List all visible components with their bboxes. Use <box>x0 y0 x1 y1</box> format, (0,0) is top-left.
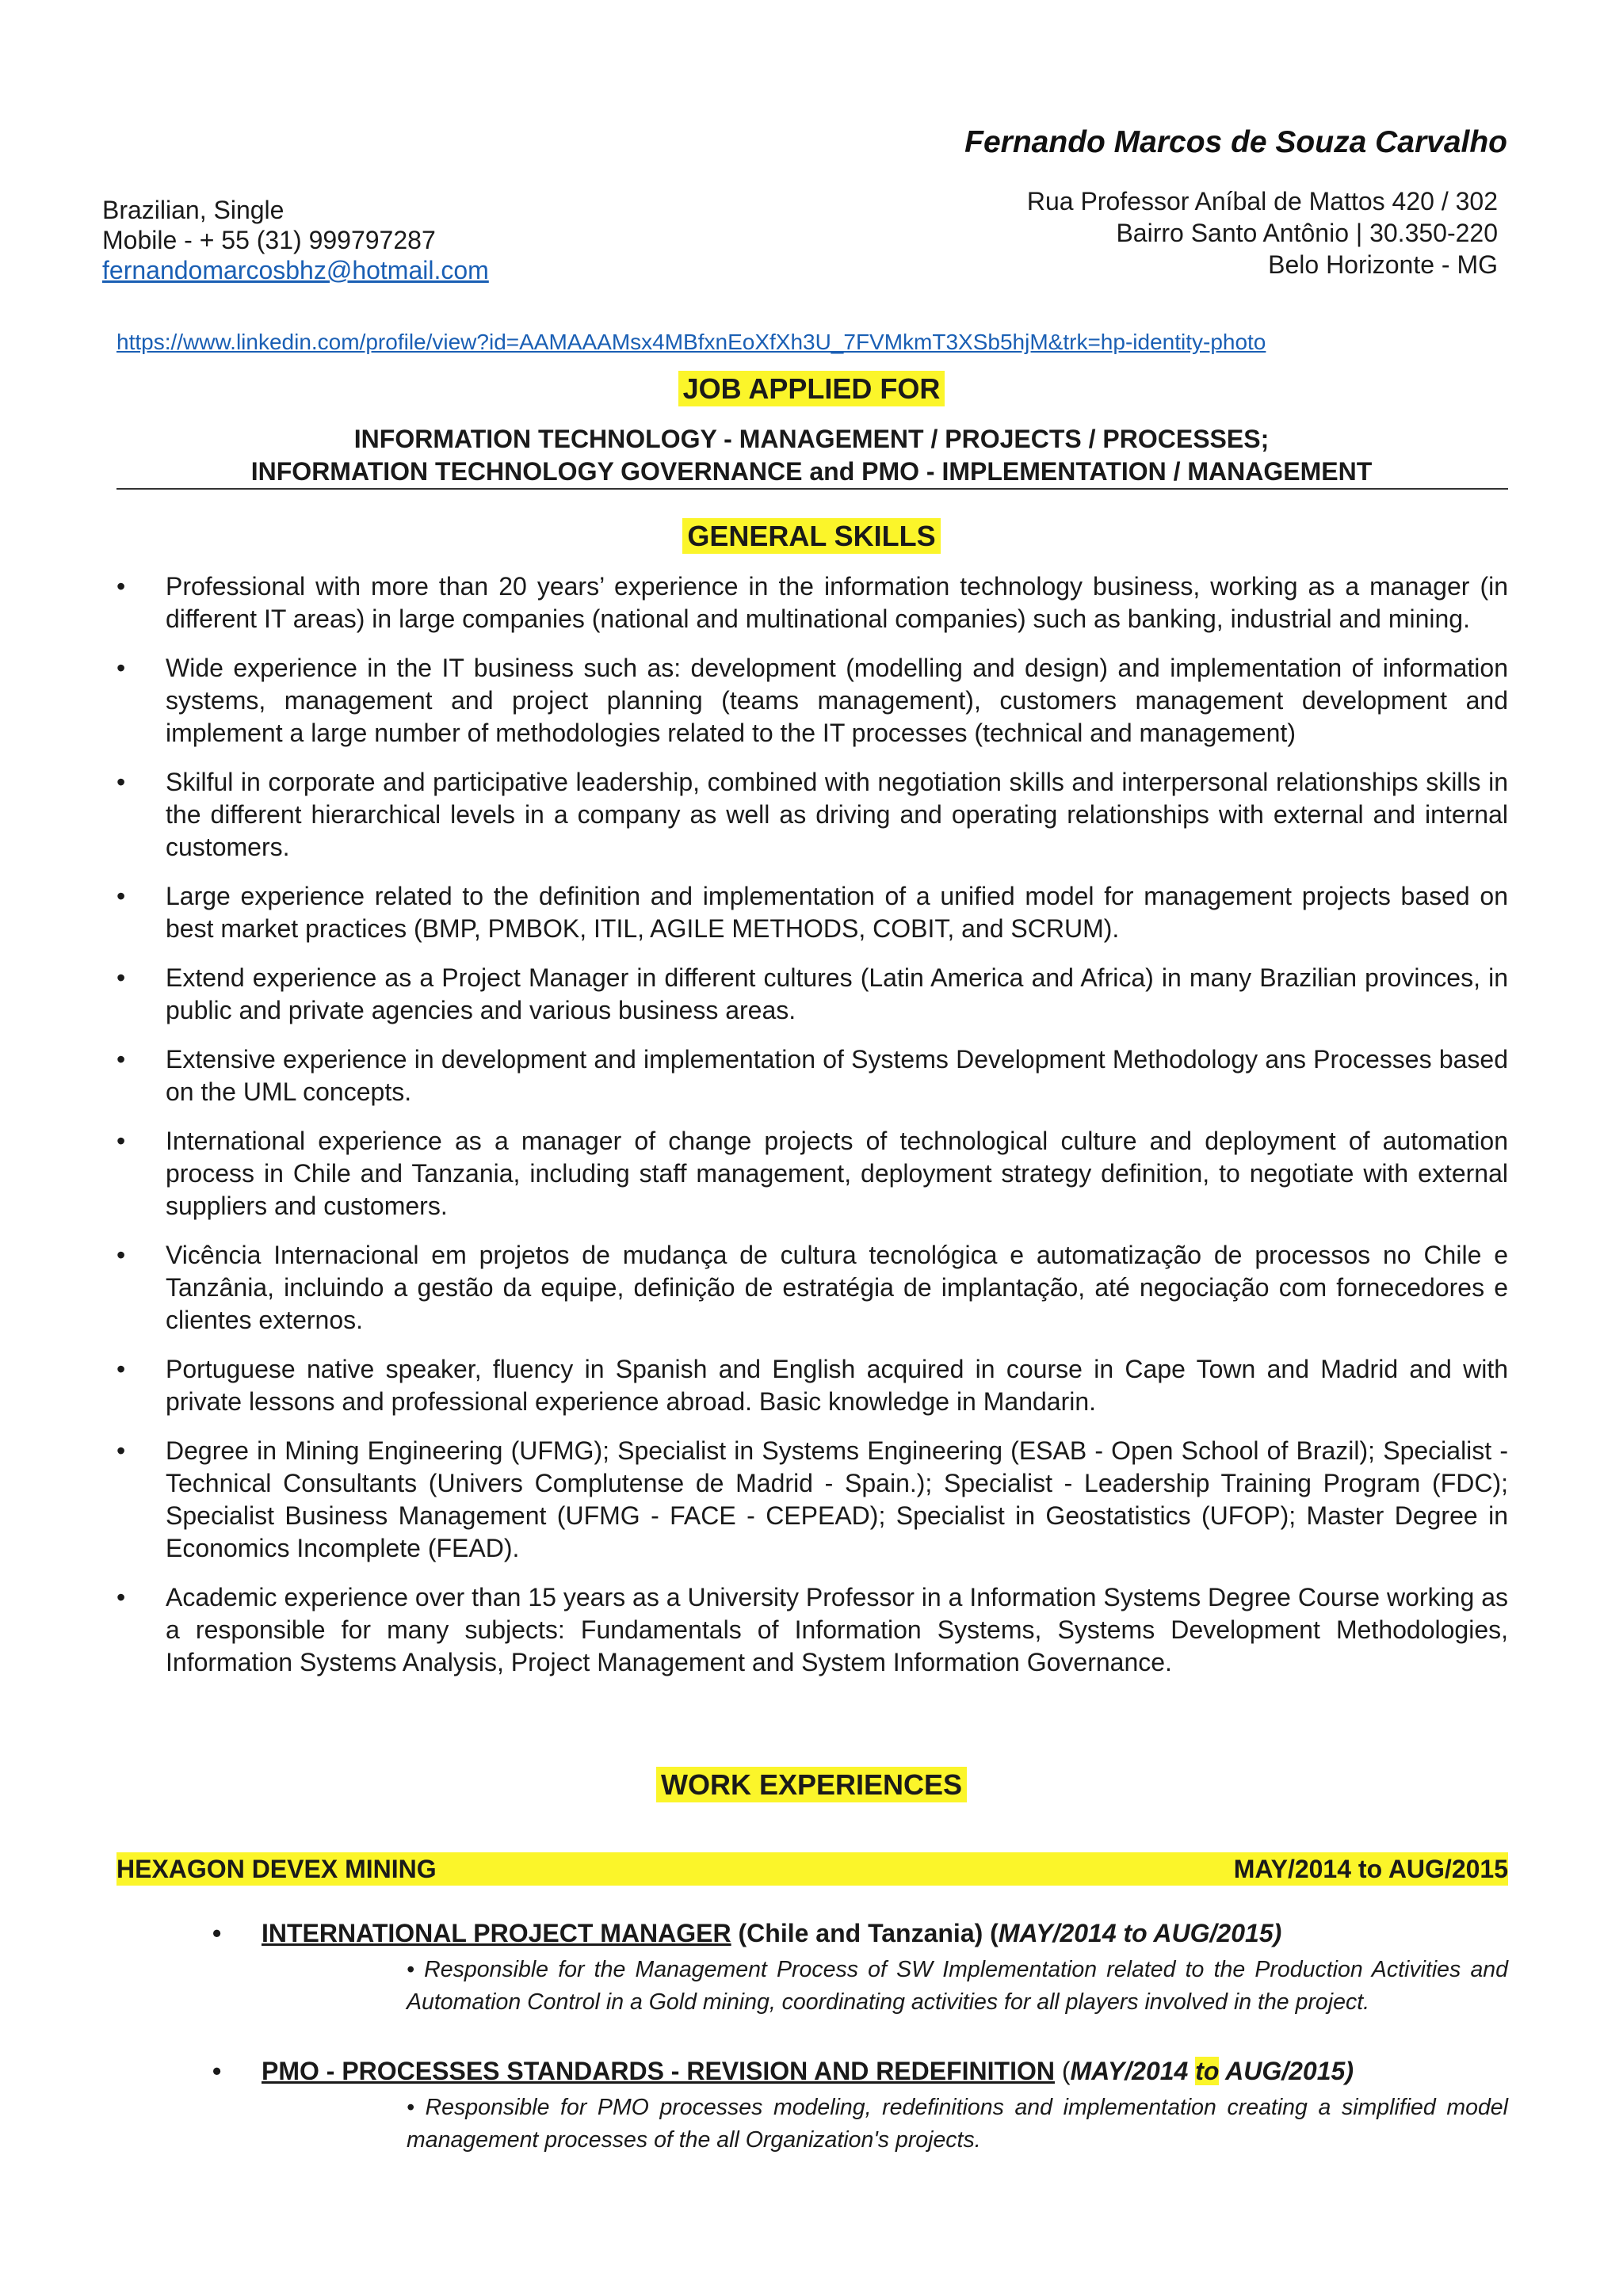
job-applied-line-2: INFORMATION TECHNOLOGY GOVERNANCE and PMO - IMPLEMENTATION / MANAGEMENT <box>250 457 1373 486</box>
work-experiences-title: WORK EXPERIENCES <box>656 1767 967 1802</box>
general-skills-title: GENERAL SKILLS <box>682 518 940 554</box>
skill-item: • Academic experience over than 15 years as a University Professor in a Information Systems Degree Course working as a responsible for many subjects: Fundamentals of Information Systems, Systems Development Methodologies, Information Systems Analysis, Project Management and System Information Governance. <box>116 1581 1508 1679</box>
role-2-period-end: AUG/2015) <box>1219 2057 1354 2085</box>
candidate-name: Fernando Marcos de Souza Carvalho <box>964 125 1507 159</box>
skill-item: • Degree in Mining Engineering (UFMG); Specialist in Systems Engineering (ESAB - Open School of Brazil); Specialist - Technical Consultants (Univers Complutense de Madrid - Spain.); Specialist - Leadership Training Program (FDC); Specialist Business Management (UFMG - FACE - CEPEAD); Specialist in Geostatistics (UFOP); Master Degree in Economics Incomplete (FEAD). <box>116 1435 1508 1565</box>
skill-item: • Large experience related to the definition and implementation of a unified model for management projects based on best market practices (BMP, PMBOK, ITIL, AGILE METHODS, COBIT, and SCRUM). <box>116 880 1508 945</box>
bullet-icon: • <box>212 1919 222 1947</box>
role-1-title: INTERNATIONAL PROJECT MANAGER <box>262 1919 731 1947</box>
skill-item: • Professional with more than 20 years’ experience in the information technology business, working as a manager (in different IT areas) in large companies (national and multinational companies) such as banking, industrial and mining. <box>116 570 1508 635</box>
contact-left <box>102 195 489 285</box>
mobile-number: Mobile - + 55 (31) 999797287 <box>102 226 436 254</box>
skill-item: • Extend experience as a Project Manager in different cultures (Latin America and Africa) in many Brazilian provinces, in public and private agencies and various business areas. <box>116 962 1508 1027</box>
bullet-icon: • <box>212 2057 222 2085</box>
job-applied-lines <box>0 423 1623 488</box>
email-link[interactable]: fernandomarcosbhz@hotmail.com <box>102 256 489 284</box>
company-period: MAY/2014 to AUG/2015 <box>1233 1855 1508 1883</box>
skill-item: • Skilful in corporate and participative leadership, combined with negotiation skills and interpersonal relationships skills in the different hierarchical levels in a company as well as driving and operating relationships with external and internal customers. <box>116 766 1508 864</box>
personal-info: Brazilian, Single <box>102 196 285 224</box>
skills-list <box>116 570 1508 1695</box>
skill-item: • Portuguese native speaker, fluency in Spanish and English acquired in course in Cape Town and Madrid and with private lessons and professional experience abroad. Basic knowledge in Mandarin. <box>116 1353 1508 1418</box>
skill-item: • Wide experience in the IT business such as: development (modelling and design) and implementation of information systems, management and project planning (teams management), customers management development and implement a large number of methodologies related to the IT processes (technical and management) <box>116 652 1508 749</box>
role-2-title: PMO - PROCESSES STANDARDS - REVISION AND REDEFINITION <box>262 2057 1055 2085</box>
job-applied-title: JOB APPLIED FOR <box>678 371 945 406</box>
role-2-open: ( <box>1054 2057 1071 2085</box>
role-2-period-to: to <box>1195 2057 1220 2085</box>
general-skills-heading <box>0 520 1623 553</box>
job-applied-heading <box>0 372 1623 406</box>
address-line-2: Bairro Santo Antônio | 30.350-220 <box>1116 219 1498 247</box>
skill-item: • International experience as a manager of change projects of technological culture and deployment of automation process in Chile and Tanzania, including staff management, deployment strategy definition, to negotiate with external suppliers and customers. <box>116 1125 1508 1222</box>
section-divider <box>116 488 1508 490</box>
linkedin-link[interactable]: https://www.linkedin.com/profile/view?id=AAMAAAMsx4MBfxnEoXfXh3U_7FVMkmT3XSb5hjM&trk=hp-identity-photo <box>116 330 1266 354</box>
role-2-period-start: MAY/2014 <box>1070 2057 1196 2085</box>
skill-item: • Extensive experience in development and implementation of Systems Development Methodology ans Processes based on the UML concepts. <box>116 1043 1508 1108</box>
work-experiences-heading <box>0 1768 1623 1802</box>
job-applied-line-1: INFORMATION TECHNOLOGY - MANAGEMENT / PROJECTS / PROCESSES; <box>353 425 1270 453</box>
address-line-3: Belo Horizonte - MG <box>1268 250 1498 279</box>
company-name: HEXAGON DEVEX MINING <box>116 1855 437 1883</box>
role-1-period: MAY/2014 to AUG/2015) <box>998 1919 1282 1947</box>
role-1-description: • Responsible for the Management Process of SW Implementation related to the Production Activities and Automation Control in a Gold mining, coordinating activities for all players involved in the project. <box>407 1957 1508 2015</box>
address-line-1: Rua Professor Aníbal de Mattos 420 / 302 <box>1026 187 1498 215</box>
role-1-location: (Chile and Tanzania) ( <box>731 1919 999 1947</box>
address-block <box>1027 185 1498 280</box>
role-2-description: • Responsible for PMO processes modeling, redefinitions and implementation creating a simplified model management processes of the all Organization's projects. <box>407 2095 1508 2153</box>
skill-item: • Vicência Internacional em projetos de mudança de cultura tecnológica e automatização de processos no Chile e Tanzânia, incluindo a gestão da equipe, definição de estratégia de implantação, até negociação com fornecedores e clientes externos. <box>116 1239 1508 1337</box>
company-bar <box>116 1852 1508 1886</box>
